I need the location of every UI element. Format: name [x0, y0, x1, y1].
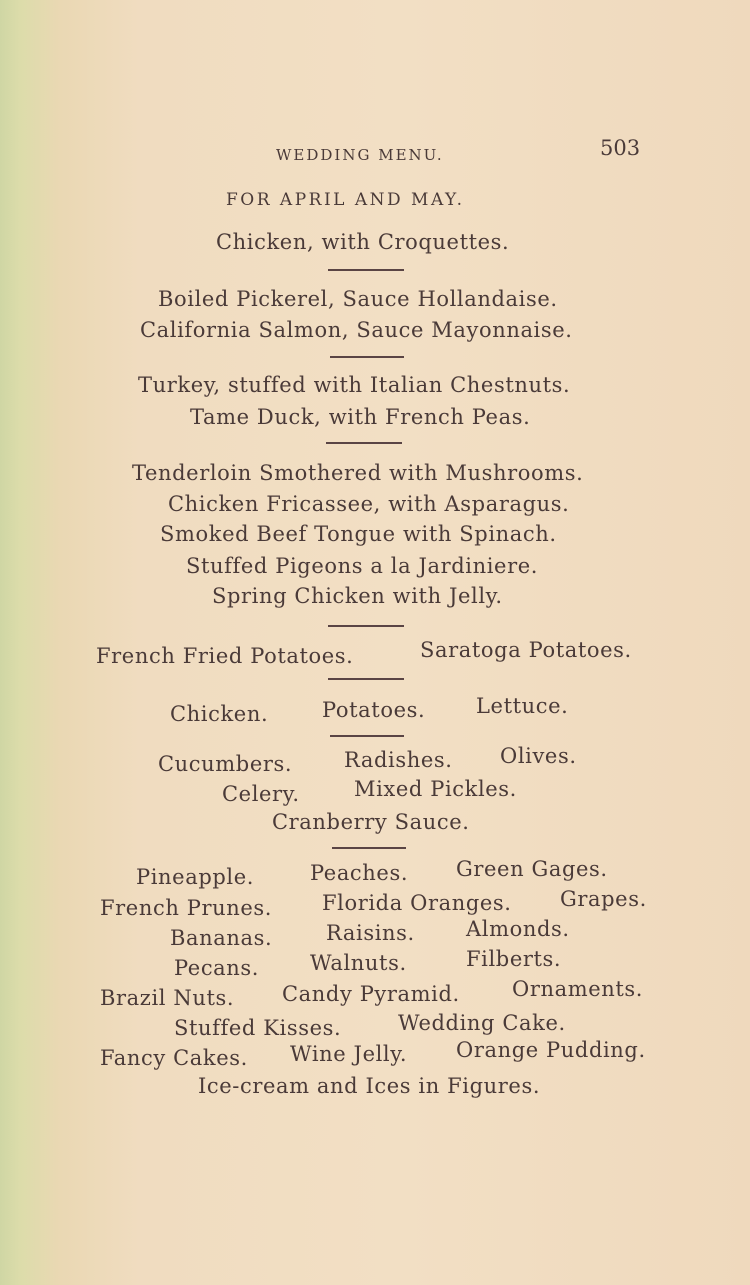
dessert-item: Wine Jelly. — [290, 1042, 408, 1066]
section-divider — [332, 847, 406, 849]
dessert-item: Pecans. — [174, 956, 260, 980]
dessert-item: Stuffed Kisses. — [174, 1016, 342, 1040]
dessert-item: Almonds. — [466, 917, 570, 941]
dessert-item: French Prunes. — [100, 896, 273, 920]
page-number: 503 — [600, 136, 641, 160]
relish-item: Cucumbers. — [158, 752, 293, 776]
entree-line: Spring Chicken with Jelly. — [212, 584, 503, 608]
relish-item: Mixed Pickles. — [354, 777, 517, 801]
section-divider — [330, 356, 404, 358]
relish-item: Radishes. — [344, 748, 453, 772]
dessert-item: Florida Oranges. — [322, 891, 512, 915]
running-title: WEDDING MENU. — [276, 146, 444, 164]
dessert-item: Bananas. — [170, 926, 273, 950]
dessert-item: Fancy Cakes. — [100, 1046, 248, 1070]
roast-line: Tame Duck, with French Peas. — [190, 405, 531, 429]
salad-item: Potatoes. — [322, 698, 426, 722]
dessert-item: Brazil Nuts. — [100, 986, 235, 1010]
dessert-item: Walnuts. — [310, 951, 407, 975]
section-divider — [328, 678, 404, 680]
dessert-item: Ornaments. — [512, 977, 644, 1001]
relish-item: Celery. — [222, 782, 300, 806]
menu-subtitle: FOR APRIL AND MAY. — [226, 190, 465, 210]
dessert-item: Orange Pudding. — [456, 1038, 646, 1062]
section-divider — [328, 269, 404, 271]
dessert-item: Peaches. — [310, 861, 409, 885]
entree-line: Chicken Fricassee, with Asparagus. — [168, 492, 570, 516]
entree-line: Stuffed Pigeons a la Jardiniere. — [186, 554, 539, 578]
dessert-item: Grapes. — [560, 887, 647, 911]
relish-item: Olives. — [500, 744, 577, 768]
relish-item: Cranberry Sauce. — [272, 810, 470, 834]
fish-line: Boiled Pickerel, Sauce Hollandaise. — [158, 287, 558, 311]
dessert-item: Candy Pyramid. — [282, 982, 460, 1006]
potato-item: Saratoga Potatoes. — [420, 638, 632, 662]
roast-line: Turkey, stuffed with Italian Chestnuts. — [138, 373, 571, 397]
section-divider — [328, 625, 404, 627]
soup-line: Chicken, with Croquettes. — [216, 230, 510, 254]
fish-line: California Salmon, Sauce Mayonnaise. — [140, 318, 573, 342]
dessert-item: Green Gages. — [456, 857, 608, 881]
section-divider — [326, 442, 402, 444]
potato-item: French Fried Potatoes. — [96, 644, 354, 668]
entree-line: Smoked Beef Tongue with Spinach. — [160, 522, 557, 546]
entree-line: Tenderloin Smothered with Mushrooms. — [132, 461, 584, 485]
dessert-item: Filberts. — [466, 947, 562, 971]
section-divider — [330, 735, 404, 737]
dessert-item: Pineapple. — [136, 865, 255, 889]
salad-item: Chicken. — [170, 702, 269, 726]
dessert-item: Ice-cream and Ices in Figures. — [198, 1074, 541, 1098]
dessert-item: Wedding Cake. — [398, 1011, 566, 1035]
dessert-item: Raisins. — [326, 921, 415, 945]
salad-item: Lettuce. — [476, 694, 569, 718]
